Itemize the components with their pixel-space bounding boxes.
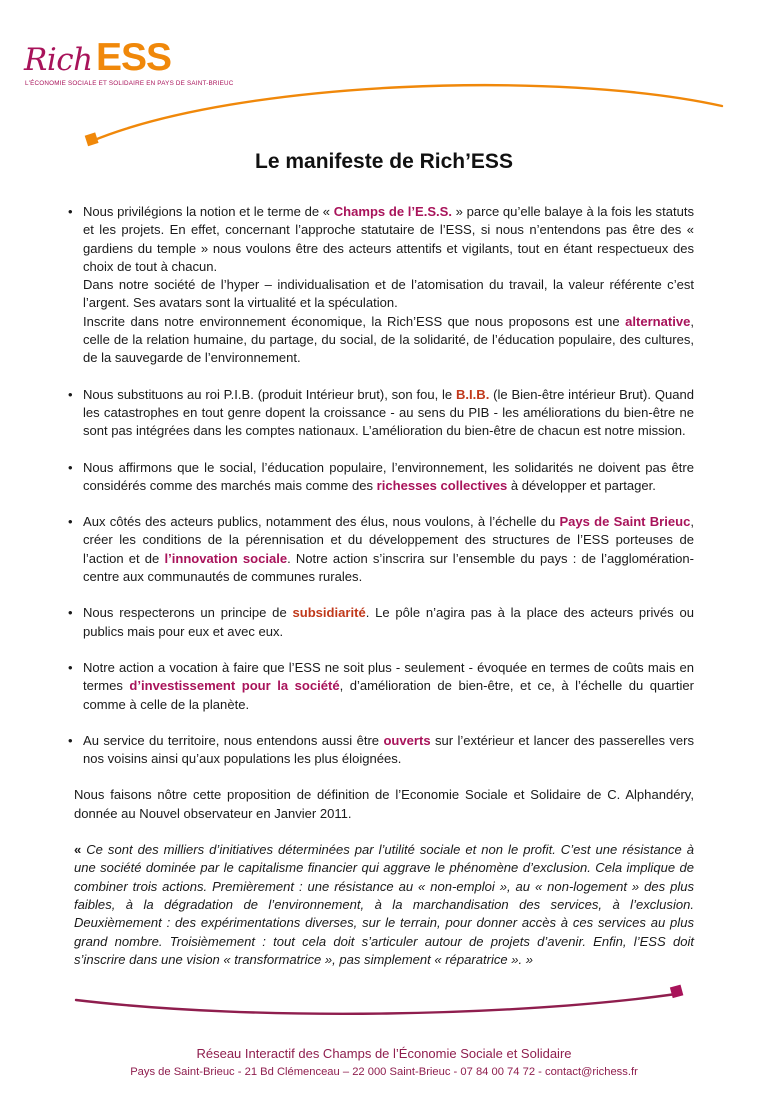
highlight-champs-ess: Champs de l’E.S.S. — [333, 204, 452, 219]
manifesto-item-pays: • Aux côtés des acteurs publics, notamment des élus, nous voulons, à l’échelle du Pays de Saint Brieuc, créer les conditions de la pérennisation et du développement des structures de l’ESS porteuses de l’action et de l’innovation sociale. Notre action s’inscrira sur l’ensemble du pays : de l’agglomération-centre aux communautés de communes rurales. — [68, 514, 694, 585]
footer-network-name: Réseau Interactif des Champs de l’Économie Sociale et Solidaire — [196, 1046, 572, 1061]
footer-contact-line: Pays de Saint-Brieuc - 21 Bd Clémenceau – 22 000 Saint-Brieuc - 07 84 00 74 72 - contact@richess.fr — [130, 1066, 638, 1078]
bullet-icon: • — [68, 514, 73, 530]
manifesto-item-bib: • Nous substituons au roi P.I.B. (produit Intérieur brut), son fou, le B.I.B. (le Bien-être intérieur Brut). Quand les catastrophes en tout genre dopent la croissance - au sens du PIB - les améliorations du bien-être ne sont pas intégrées dans les comptes nationaux. L’amélioration du bien-être de chacun est notre mission. — [68, 386, 694, 439]
logo-ess-text: ESS — [96, 36, 172, 79]
header-swoosh-decoration — [0, 0, 768, 160]
item-paragraph: Dans notre société de l’hyper – individualisation et de l’atomisation du travail, la valeur référente c’est l’argent. Ses avatars sont la virtualité et la spéculation. — [83, 277, 694, 311]
manifesto-item-subsidiarite: • Nous respecterons un principe de subsidiarité. Le pôle n’agira pas à la place des acteurs privés ou publics mais pour eux et avec eux. — [68, 605, 694, 639]
highlight-richesses-collectives: richesses collectives — [376, 477, 508, 493]
bullet-icon: • — [68, 386, 73, 402]
bullet-icon: • — [68, 204, 73, 219]
footer-swoosh-decoration — [0, 980, 768, 1020]
alphandery-quote: « Ce sont des milliers d’initiatives déterminées par l’utilité sociale et non le profit. C’est une résistance à une société dominée par le capitalisme financier qui aggrave le phénomène d’exclusion. Cela implique de combiner trois actions. Premièrement : une résistance au « non-emploi », au « non-logement » des plus faibles, à la dégradation de l’environnement, à la marchandisation des services, à l’exclusion. Deuxièmement : des expérimentations diverses, sur le terrain, pour donner accès à ces services au plus grand nombre. Troisièmement : tout cela doit s’articuler autour de projets d’avenir. Enfin, l’ESS doit s’inscrire dans une vision « transformatrice », pas simplement « réparatrice ». » — [74, 842, 694, 967]
quote-mark: « — [74, 842, 82, 858]
highlight-innovation-sociale: l’innovation sociale — [164, 550, 288, 566]
highlight-pays-saint-brieuc: Pays de Saint Brieuc — [559, 514, 691, 530]
manifesto-item-richesses: • Nous affirmons que le social, l’éducation populaire, l’environnement, les solidarités ne doivent pas être considérés comme des marchés mais comme des richesses collectives à développer et partager. — [68, 459, 694, 493]
definition-intro: Nous faisons nôtre cette proposition de définition de l’Economie Sociale et Solidaire de C. Alphandéry, donnée au Nouvel observateur en Janvier 2011. — [74, 787, 694, 821]
logo-rich-text: Rich — [24, 42, 93, 78]
bullet-icon: • — [68, 732, 73, 748]
manifesto-item-ouverts: • Au service du territoire, nous entendons aussi être ouverts sur l’extérieur et lancer des passerelles vers nos voisins ainsi qu’aux populations les plus éloignées. — [68, 732, 694, 767]
bullet-icon: • — [68, 459, 73, 475]
highlight-investissement: d’investissement pour la société — [129, 678, 340, 694]
manifesto-item-investissement: • Notre action a vocation à faire que l’ESS ne soit plus - seulement - évoquée en termes de coûts mais en termes d’investissement pour la société, d’amélioration de bien-être, et ce, à l’échelle du quartier comme à celle de la planète. — [68, 659, 694, 712]
manifesto-body — [68, 203, 694, 969]
bullet-icon: • — [68, 659, 73, 675]
highlight-subsidiarite: subsidiarité — [292, 605, 366, 621]
bullet-icon: • — [68, 605, 73, 621]
highlight-alternative: alternative — [625, 313, 691, 329]
highlight-bib: B.I.B. — [456, 386, 490, 402]
highlight-ouverts: ouverts — [383, 732, 431, 748]
manifesto-item-champs: • Nous privilégions la notion et le terme de « Champs de l’E.S.S. » parce qu’elle balaye à la fois les statuts et les projets. En effet, concernant l’approche statutaire de l’ESS, si nous n’entendons pas être des « gardiens du temple » nous voulons être des acteurs attentifs et vigilants, tout en étant respectueux des choix de tout à chacun. Dans notre société de l’hyper – individualisation et de l’atomisation du travail, la valeur référente c’est l’argent. Ses avatars sont la virtualité et la spéculation. Inscrite dans notre environnement économique, la Rich’ESS que nous proposons est une alternative, celle de la relation humaine, du partage, du social, de la solidarité, de l’éducation populaire, des cultures, de la sauvegarde de l’environnement. — [68, 204, 694, 366]
logo-tagline: L'ÉCONOMIE SOCIALE ET SOLIDAIRE EN PAYS DE SAINT-BRIEUC — [25, 80, 234, 87]
page-title: Le manifeste de Rich’ESS — [255, 150, 513, 173]
